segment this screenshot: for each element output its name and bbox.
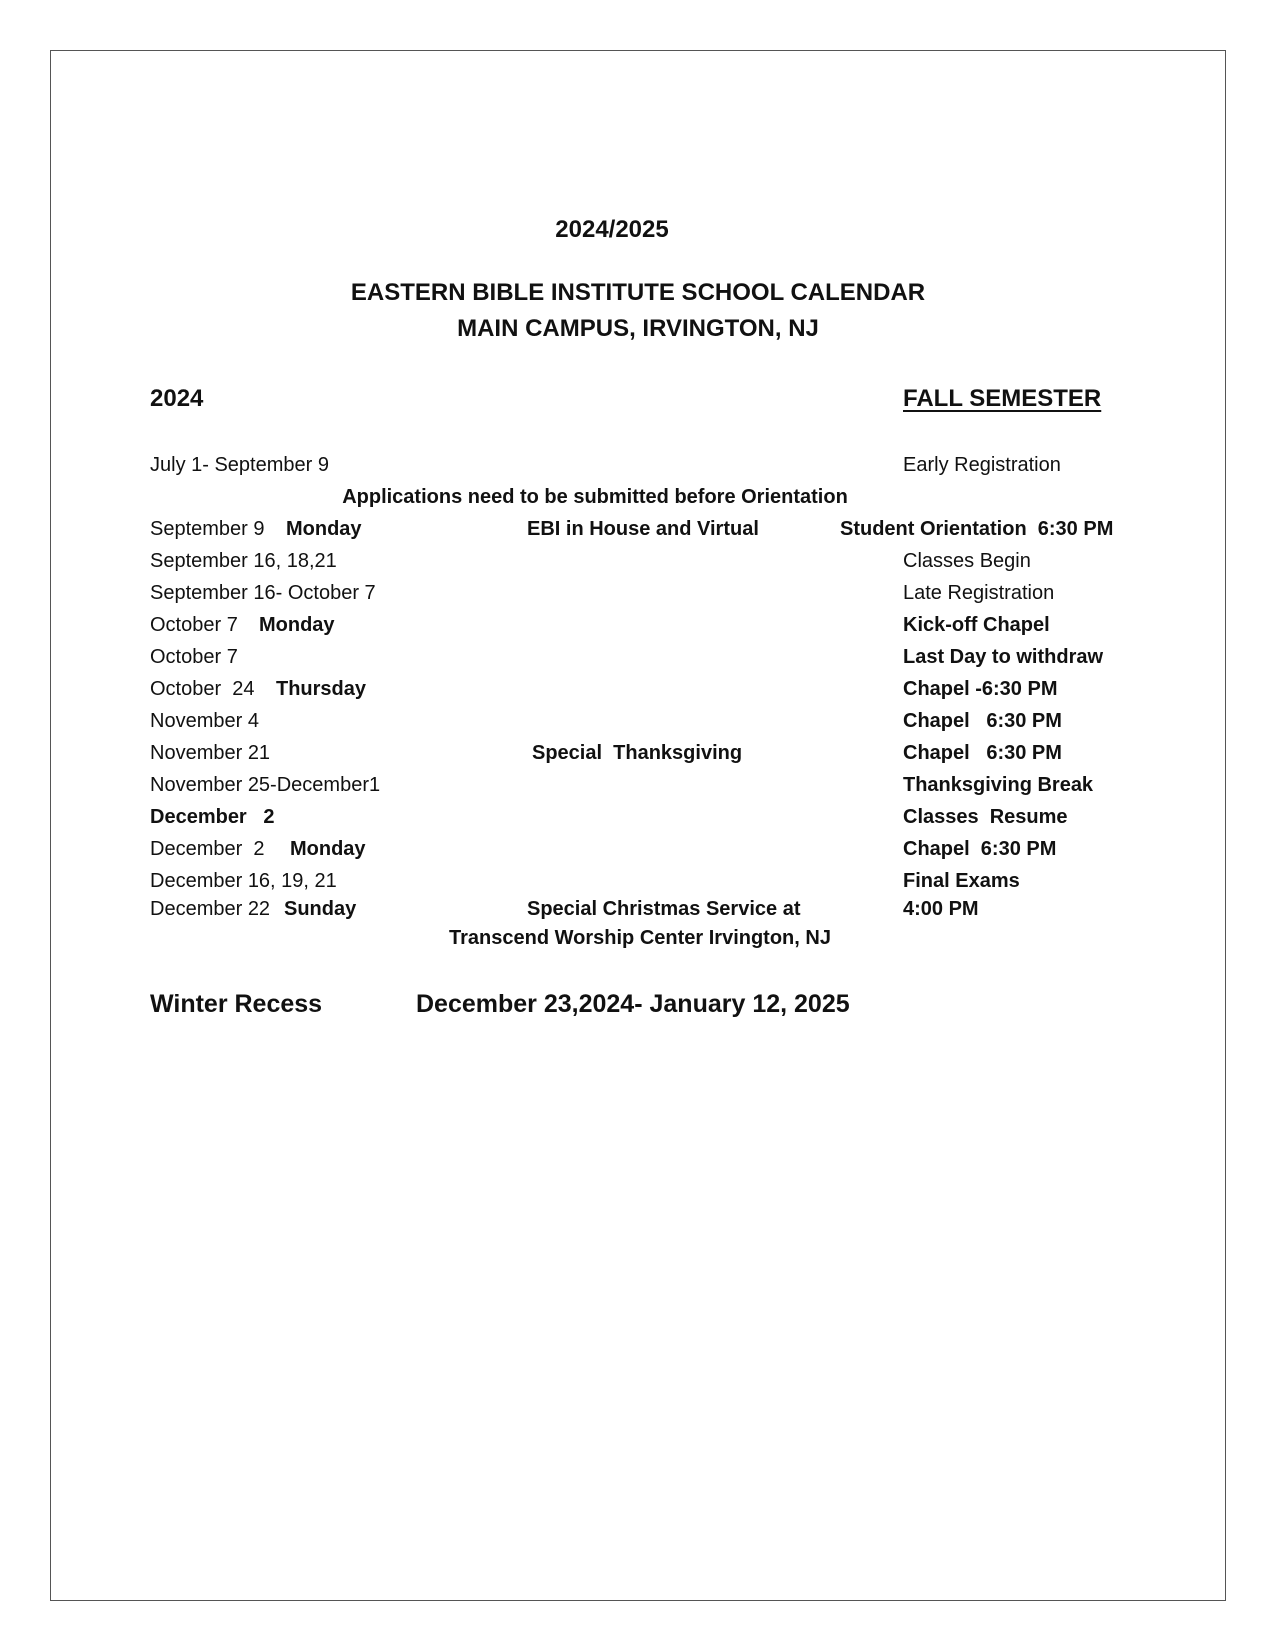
- row-day: Thursday: [276, 678, 367, 700]
- row-event: Final Exams: [903, 870, 1020, 892]
- row-middle: Special Thanksgiving: [532, 742, 743, 764]
- row-event: Kick-off Chapel: [903, 614, 1050, 636]
- row-date: December 16, 19, 21: [150, 870, 337, 892]
- row-day: Monday: [290, 838, 366, 860]
- winter-recess-label: Winter Recess: [150, 990, 323, 1018]
- row-middle: EBI in House and Virtual: [527, 518, 759, 540]
- winter-recess-dates: December 23,2024- January 12, 2025: [416, 990, 850, 1018]
- row-event: Chapel 6:30 PM: [903, 838, 1057, 860]
- christmas-venue-note: Transcend Worship Center Irvington, NJ: [449, 927, 831, 949]
- row-date: December 22: [150, 898, 271, 920]
- section-year: 2024: [150, 385, 204, 412]
- row-date: September 16, 18,21: [150, 550, 337, 572]
- calendar-title: EASTERN BIBLE INSTITUTE SCHOOL CALENDAR: [350, 279, 926, 306]
- row-event: Chapel 6:30 PM: [903, 710, 1062, 732]
- row-event: Chapel 6:30 PM: [903, 742, 1062, 764]
- row-event: Thanksgiving Break: [903, 774, 1094, 796]
- row-date: November 21: [150, 742, 271, 764]
- row-middle: Special Christmas Service at: [527, 898, 801, 920]
- row-event: 4:00 PM: [903, 898, 979, 920]
- row-date: October 7: [150, 646, 238, 668]
- row-event: Late Registration: [903, 582, 1055, 604]
- row-date: November 25-December1: [150, 774, 381, 796]
- row-day: Monday: [286, 518, 362, 540]
- row-event: Last Day to withdraw: [903, 646, 1104, 668]
- row-event: Chapel -6:30 PM: [903, 678, 1058, 700]
- row-event: Student Orientation 6:30 PM: [840, 518, 1114, 540]
- calendar-subtitle: MAIN CAMPUS, IRVINGTON, NJ: [457, 315, 819, 342]
- row-date: December 2: [150, 806, 275, 828]
- row-date: December 2: [150, 838, 265, 860]
- row-event: Early Registration: [903, 454, 1061, 476]
- row-date: October 24: [150, 678, 255, 700]
- row-date: July 1- September 9: [150, 454, 329, 476]
- row-date: October 7: [150, 614, 238, 636]
- row-day: Monday: [259, 614, 335, 636]
- section-semester-heading: FALL SEMESTER: [903, 385, 1102, 412]
- row-event: Classes Begin: [903, 550, 1031, 572]
- row-date: November 4: [150, 710, 259, 732]
- row-date: September 16- October 7: [150, 582, 376, 604]
- calendar-year-range: 2024/2025: [555, 216, 669, 243]
- applications-note: Applications need to be submitted before Orientation: [342, 486, 848, 508]
- row-date: September 9: [150, 518, 265, 540]
- row-day: Sunday: [284, 898, 357, 920]
- row-event: Classes Resume: [903, 806, 1068, 828]
